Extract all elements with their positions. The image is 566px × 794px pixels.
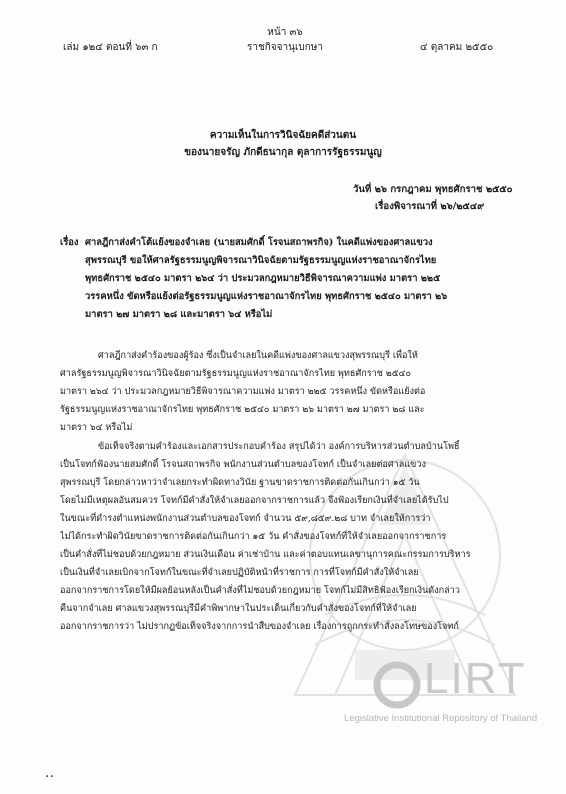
doc-author: ของนายจรัญ ภักดีธนากุล ตุลาการรัฐธรรมนูญ	[184, 147, 382, 158]
body-line: โดยไม่มีเหตุผลอันสมควร โจทก์มีคำสั่งให้จำเลยออกจากราชการแล้ว จึงฟ้องเรียกเงินที่จำเลยได้รับไป	[60, 496, 449, 506]
case-number: เรื่องพิจารณาที่ ๒๖/๒๕๔๙	[375, 201, 485, 212]
body-line: ไม่ได้กระทำผิดวินัยขาดราชการติดต่อกันเกินกว่า ๑๕ วัน คำสั่งของโจทก์ที่ให้จำเลยออกจากราชการ	[60, 532, 447, 542]
subject-line: พุทธศักราช ๒๕๔๐ มาตรา ๒๖๔ ว่า ประมวลกฎหมายวิธีพิจารณาความแพ่ง มาตรา ๒๒๕	[85, 273, 441, 284]
body-line: เป็นคำสั่งที่ไม่ชอบด้วยกฎหมาย ส่วนเงินเดือน ค่าเช่าบ้าน และค่าตอบแทนเลขานุการคณะกรรมการบริหาร	[60, 550, 471, 560]
body-line: คืนจากจำเลย ศาลแขวงสุพรรณบุรีมีคำพิพากษาในประเด็นเกี่ยวกับคำสั่งของโจทก์ที่ให้จำเลย	[60, 604, 417, 614]
decision-date: วันที่ ๒๖ กรกฎาคม พุทธศักราช ๒๕๕๐	[353, 184, 513, 195]
subject-line: สุพรรณบุรี ขอให้ศาลรัฐธรรมนูญพิจารณาวินิจฉัยตามรัฐธรรมนูญแห่งราชอาณาจักรไทย	[85, 255, 437, 266]
lirt-logo-text: LIRT	[424, 654, 527, 703]
footer-mark: ..	[45, 765, 54, 781]
lirt-caption: Legislative Institutional Repository of Thailand	[344, 713, 538, 724]
subject-line: ศาลฎีกาส่งคำโต้แย้งของจำเลย (นายสมศักดิ์ โรจนสถาพรกิจ) ในคดีแพ่งของศาลแขวง	[85, 237, 433, 248]
doc-title: ความเห็นในการวินิจฉัยคดีส่วนตน	[209, 130, 357, 141]
volume-issue: เล่ม ๑๒๔ ตอนที่ ๖๓ ก	[63, 42, 158, 53]
body-line: ศาลรัฐธรรมนูญพิจารณาวินิจฉัยตามรัฐธรรมนูญแห่งราชอาณาจักรไทย พุทธศักราช ๒๕๔๐	[60, 369, 412, 379]
subject-label: เรื่อง	[60, 237, 79, 248]
body-line: ออกจากราชการว่า ไม่ปรากฏข้อเท็จจริงจากการนำสืบของจำเลย เรื่องการถูกกระทำสั่งลงโทษของโจทก์	[60, 622, 459, 632]
body-line: เป็นโจทก์ฟ้องนายสมศักดิ์ โรจนสถาพรกิจ พนักงานส่วนตำบลของโจทก์ เป็นจำเลยต่อศาลแขวง	[60, 460, 426, 470]
body-line: สุพรรณบุรี โดยกล่าวหาว่าจำเลยกระทำผิดทางวินัย ฐานขาดราชการติดต่อกันเกินกว่า ๑๕ วัน	[60, 478, 420, 488]
subject-line: มาตรา ๒๗ มาตรา ๒๘ และมาตรา ๖๔ หรือไม่	[85, 309, 273, 320]
body-line: ศาลฎีกาส่งคำร้องของผู้ร้อง ซึ่งเป็นจำเลยในคดีแพ่งของศาลแขวงสุพรรณบุรี เพื่อให้	[98, 351, 418, 361]
body-line: ข้อเท็จจริงตามคำร้องและเอกสารประกอบคำร้อง สรุปได้ว่า องค์การบริหารส่วนตำบลบ้านโพธิ์	[98, 442, 460, 452]
body-line: มาตรา ๖๔ หรือไม่	[60, 423, 133, 433]
body-line: เป็นเงินที่จำเลยเบิกจากโจทก์ในขณะที่จำเลยปฏิบัติหน้าที่ราชการ การที่โจทก์มีคำสั่งให้จำเลย	[60, 568, 419, 578]
gazette-date: ๔ ตุลาคม ๒๕๕๐	[420, 42, 494, 53]
gazette-name: ราชกิจจานุเบกษา	[246, 42, 324, 53]
page-number: หน้า ๓๖	[267, 27, 303, 38]
body-line: ในขณะที่ดำรงตำแหน่งพนักงานส่วนตำบลของโจทก์ จำนวน ๕๙,๘๕๙.๒๘ บาท จำเลยให้การว่า	[60, 514, 431, 524]
body-line: รัฐธรรมนูญแห่งราชอาณาจักรไทย พุทธศักราช ๒๕๔๐ มาตรา ๒๖ มาตรา ๒๗ มาตรา ๒๘ และ	[60, 405, 425, 415]
body-line: มาตรา ๒๖๔ ว่า ประมวลกฎหมายวิธีพิจารณาความแพ่ง มาตรา ๒๒๕ วรรคหนึ่ง ขัดหรือแย้งต่อ	[60, 387, 426, 397]
subject-line: วรรคหนึ่ง ขัดหรือแย้งต่อรัฐธรรมนูญแห่งราชอาณาจักรไทย พุทธศักราช ๒๕๔๐ มาตรา ๒๖	[85, 291, 448, 302]
lirt-circle-icon	[372, 660, 422, 710]
body-line: ออกจากราชการโดยให้มีผลย้อนหลังเป็นคำสั่งที่ไม่ชอบด้วยกฎหมาย โจทก์ไม่มีสิทธิฟ้องเรียกเงินดังกล่าว	[60, 586, 460, 596]
